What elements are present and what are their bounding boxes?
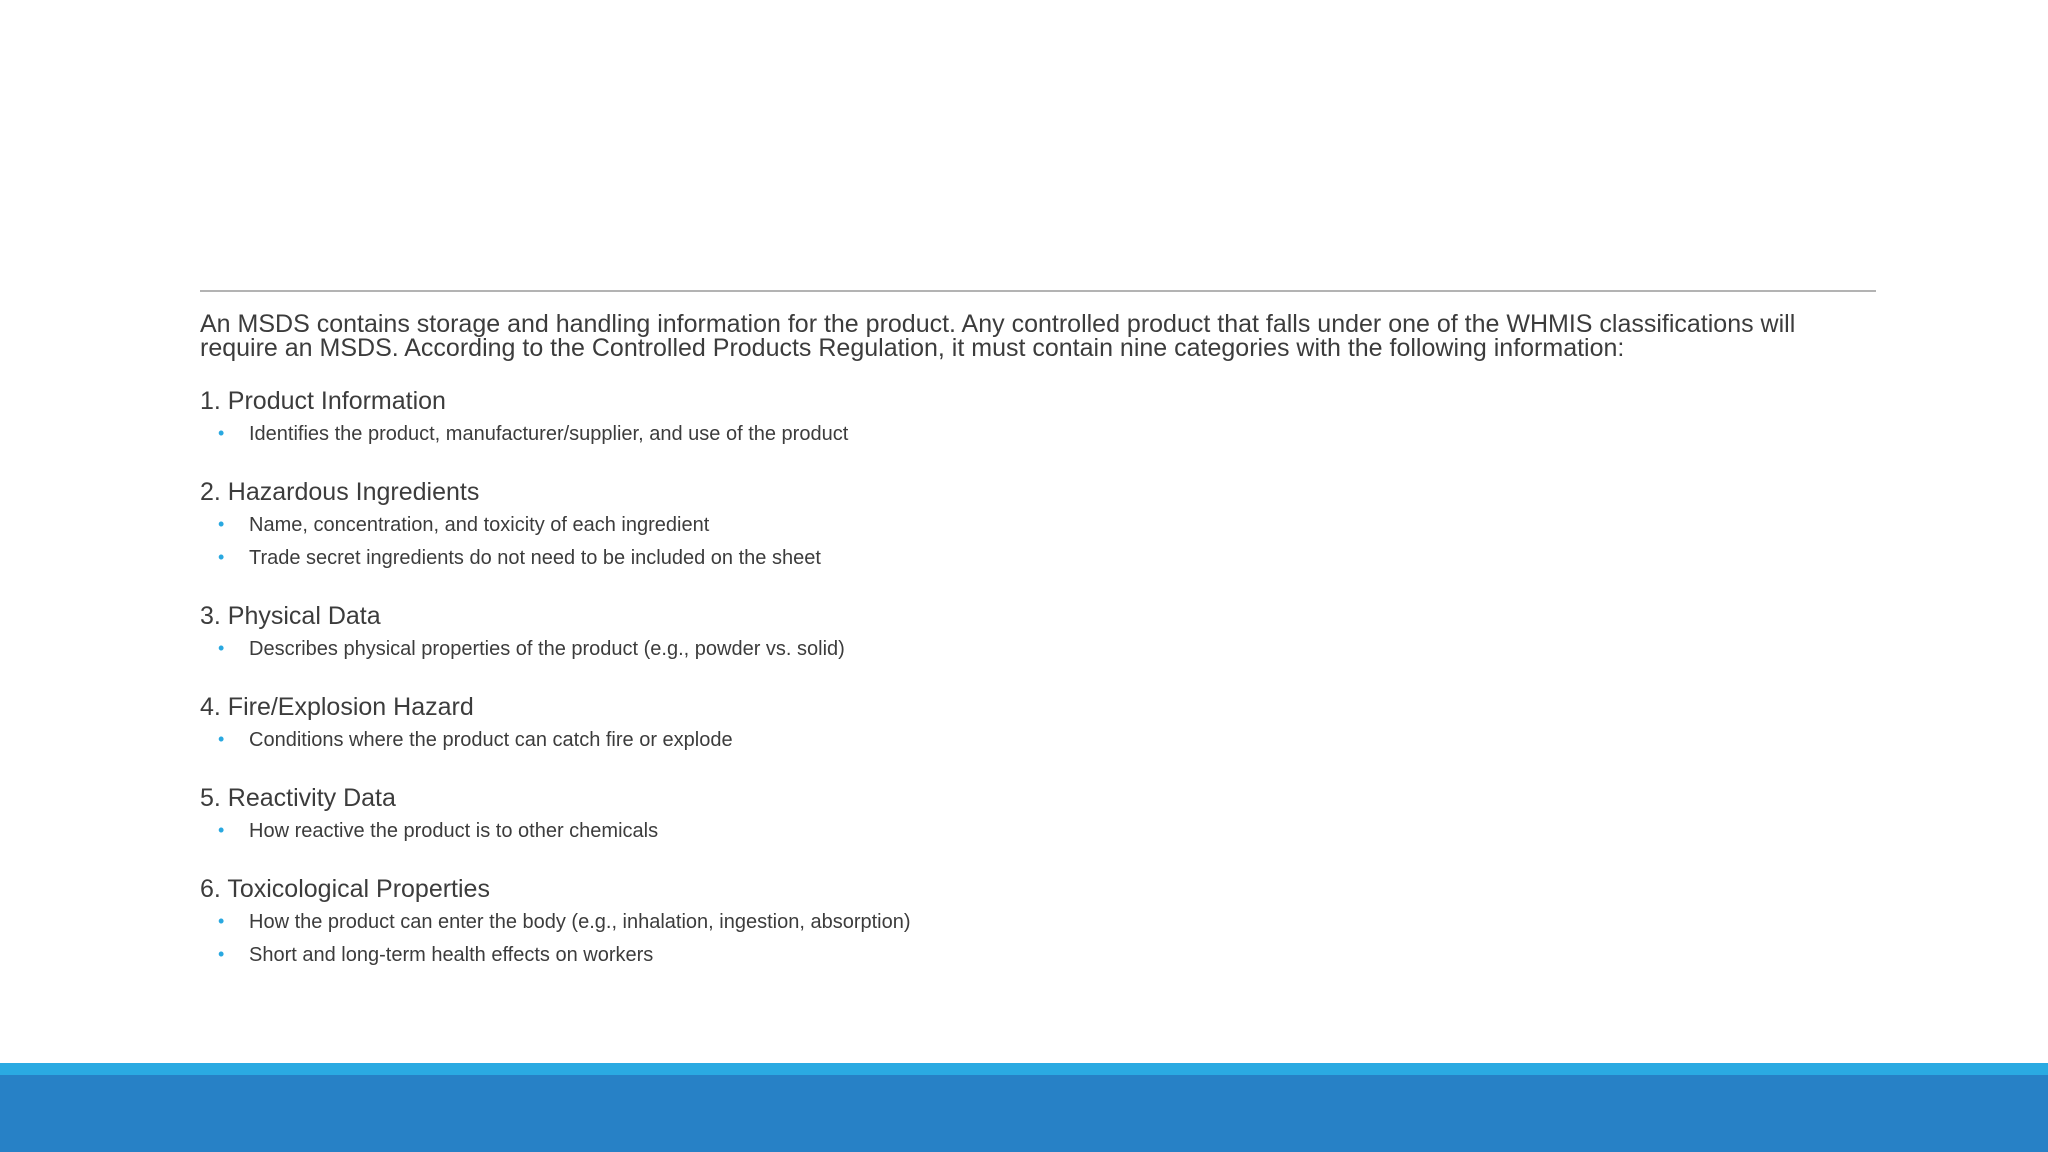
bullet-item [200, 906, 1876, 939]
bullet-icon: • [218, 514, 225, 534]
bullet-item [200, 418, 1876, 451]
bullet-item [200, 509, 1876, 542]
bullet-text: Describes physical properties of the product (e.g., powder vs. solid) [249, 638, 845, 660]
bullet-item [200, 633, 1876, 666]
bullet-item [200, 939, 1876, 972]
bullet-icon: • [218, 944, 225, 964]
bullet-text: How reactive the product is to other chemicals [249, 820, 659, 842]
section-physical-data [200, 601, 1876, 666]
section-fire-explosion-hazard [200, 692, 1876, 757]
bullet-list [200, 906, 1876, 972]
bullet-item [200, 815, 1876, 848]
footer-accent-stripe [0, 1063, 2048, 1075]
bullet-icon: • [218, 547, 225, 567]
section-heading: 4. Fire/Explosion Hazard [200, 693, 474, 721]
section-hazardous-ingredients [200, 477, 1876, 575]
bullet-list [200, 418, 1876, 451]
bullet-list [200, 815, 1876, 848]
bullet-list [200, 509, 1876, 575]
bullet-icon: • [218, 911, 225, 931]
footer-band [0, 1075, 2048, 1152]
bullet-list [200, 633, 1876, 666]
bullet-icon: • [218, 729, 225, 749]
bullet-text: Identifies the product, manufacturer/supplier, and use of the product [249, 423, 849, 445]
bullet-item [200, 542, 1876, 575]
section-heading: 6. Toxicological Properties [200, 875, 490, 903]
section-heading: 1. Product Information [200, 387, 446, 415]
bullet-text: How the product can enter the body (e.g., inhalation, ingestion, absorption) [249, 911, 911, 933]
bullet-icon: • [218, 638, 225, 658]
slide-content [200, 312, 1876, 998]
section-toxicological-properties [200, 874, 1876, 972]
bullet-icon: • [218, 423, 225, 443]
bullet-text: Name, concentration, and toxicity of each ingredient [249, 514, 710, 536]
intro-paragraph: An MSDS contains storage and handling information for the product. Any controlled product that falls under one of the WHMIS classifications will require an MSDS. According to the Controlled Products Regulation, it must contain nine categories with the following information: [200, 310, 1796, 362]
section-heading: 2. Hazardous Ingredients [200, 478, 480, 506]
section-product-information [200, 386, 1876, 451]
title-divider [200, 290, 1876, 292]
bullet-icon: • [218, 820, 225, 840]
bullet-text: Conditions where the product can catch fire or explode [249, 729, 733, 751]
section-reactivity-data [200, 783, 1876, 848]
bullet-text: Trade secret ingredients do not need to be included on the sheet [249, 547, 821, 569]
section-heading: 5. Reactivity Data [200, 784, 396, 812]
section-heading: 3. Physical Data [200, 602, 381, 630]
bullet-list [200, 724, 1876, 757]
bullet-text: Short and long-term health effects on workers [249, 944, 654, 966]
bullet-item [200, 724, 1876, 757]
